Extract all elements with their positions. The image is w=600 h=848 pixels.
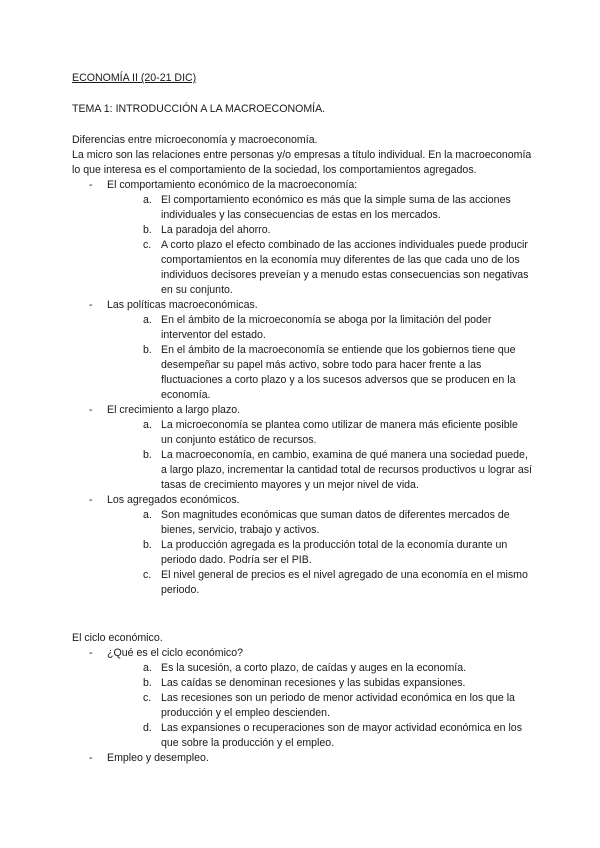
subitem-marker: a.: [143, 662, 152, 674]
subitem-marker: b.: [143, 539, 152, 551]
topic-item: [72, 646, 532, 751]
subitem-text: El nivel general de precios es el nivel agregado de una economía en el mismo periodo.: [161, 569, 528, 596]
dash-bullet: -: [89, 179, 93, 191]
subitem-marker: d.: [143, 722, 152, 734]
topic-label: Empleo y desempleo.: [107, 752, 209, 764]
subitem-text: El comportamiento económico es más que la simple suma de las acciones individuales y las consecuencias de estas en los mercados.: [161, 194, 511, 221]
subitem: [143, 661, 532, 676]
subitem-marker: b.: [143, 344, 152, 356]
dash-bullet: -: [89, 494, 93, 506]
subitem-marker: c.: [143, 239, 152, 251]
topic-label: ¿Qué es el ciclo económico?: [107, 647, 244, 659]
dash-bullet: -: [89, 404, 93, 416]
subitem-marker: b.: [143, 449, 152, 461]
subitem: [143, 721, 532, 751]
subitem: [143, 448, 532, 493]
topic-label: El crecimiento a largo plazo.: [107, 404, 241, 416]
section-cycle: [72, 631, 532, 766]
subitem: [143, 508, 532, 538]
subitem: [143, 568, 532, 598]
subitem-text: La paradoja del ahorro.: [161, 224, 271, 236]
section-intro: La micro son las relaciones entre personas y/o empresas a título individual. En la macroeconomía lo que interesa es el comportamiento de la sociedad, los comportamientos agregados.: [72, 149, 532, 176]
subitem-text: La microeconomía se plantea como utilizar de manera más eficiente posible un conjunto estático de recursos.: [161, 419, 518, 446]
subitem-text: Las recesiones son un periodo de menor actividad económica en los que la producción y el empleo descienden.: [161, 692, 515, 719]
topic-item: [72, 403, 532, 493]
subitem-list: [107, 313, 532, 403]
subitem-text: Son magnitudes económicas que suman datos de diferentes mercados de bienes, servicio, trabajo y activos.: [161, 509, 510, 536]
subitem-marker: a.: [143, 509, 152, 521]
topic-item: [72, 298, 532, 403]
subitem: [143, 223, 532, 238]
topic-list: [72, 178, 532, 598]
subitem: [143, 676, 532, 691]
topic-item: [72, 751, 532, 766]
dash-bullet: -: [89, 299, 93, 311]
subitem: [143, 343, 532, 403]
subitem-marker: a.: [143, 194, 152, 206]
subitem: [143, 238, 532, 298]
dash-bullet: -: [89, 647, 93, 659]
subitem-marker: a.: [143, 419, 152, 431]
subitem-marker: a.: [143, 314, 152, 326]
subitem-marker: c.: [143, 692, 152, 704]
topic-label: El comportamiento económico de la macroeconomía:: [107, 179, 358, 191]
subitem-text: En el ámbito de la macroeconomía se entiende que los gobiernos tiene que desempeñar su papel más activo, sobre todo para hacer frente a las fluctuaciones a corto plazo y a los sucesos adversos que se producen en la economía.: [161, 344, 516, 401]
subitem-list: [107, 508, 532, 598]
subitem-list: [107, 661, 532, 751]
subitem-list: [107, 418, 532, 493]
subitem: [143, 418, 532, 448]
subitem-text: La producción agregada es la producción total de la economía durante un periodo dado. Podría ser el PIB.: [161, 539, 508, 566]
subitem: [143, 538, 532, 568]
subitem-text: A corto plazo el efecto combinado de las acciones individuales puede producir comportamientos en la economía muy diferentes de las que cada uno de los individuos decisores preveían y a menudo estas consecuencias son negativas en su conjunto.: [161, 239, 529, 296]
chapter-title: TEMA 1: INTRODUCCIÓN A LA MACROECONOMÍA.: [72, 103, 326, 115]
topic-list: [72, 646, 532, 766]
subitem: [143, 691, 532, 721]
subitem: [143, 193, 532, 223]
section-heading: Diferencias entre microeconomía y macroeconomía.: [72, 134, 318, 146]
topic-label: Los agregados económicos.: [107, 494, 240, 506]
subitem-marker: b.: [143, 677, 152, 689]
subitem-marker: b.: [143, 224, 152, 236]
subitem: [143, 313, 532, 343]
section-differences: [72, 133, 532, 598]
topic-item: [72, 178, 532, 298]
subitem-list: [107, 193, 532, 298]
document-title: ECONOMÍA II (20-21 DIC): [72, 72, 197, 84]
topic-item: [72, 493, 532, 598]
section-heading: El ciclo económico.: [72, 632, 163, 644]
subitem-text: Las caídas se denominan recesiones y las subidas expansiones.: [161, 677, 466, 689]
subitem-text: Las expansiones o recuperaciones son de mayor actividad económica en los que sobre la producción y el empleo.: [161, 722, 522, 749]
topic-label: Las políticas macroeconómicas.: [107, 299, 258, 311]
subitem-text: En el ámbito de la microeconomía se aboga por la limitación del poder interventor del estado.: [161, 314, 492, 341]
subitem-text: Es la sucesión, a corto plazo, de caídas y auges en la economía.: [161, 662, 467, 674]
subitem-text: La macroeconomía, en cambio, examina de qué manera una sociedad puede, a largo plazo, incrementar la cantidad total de recursos productivos u lograr así tasas de crecimiento mayores y un mejor nivel de vida.: [161, 449, 532, 491]
dash-bullet: -: [89, 752, 93, 764]
subitem-marker: c.: [143, 569, 152, 581]
